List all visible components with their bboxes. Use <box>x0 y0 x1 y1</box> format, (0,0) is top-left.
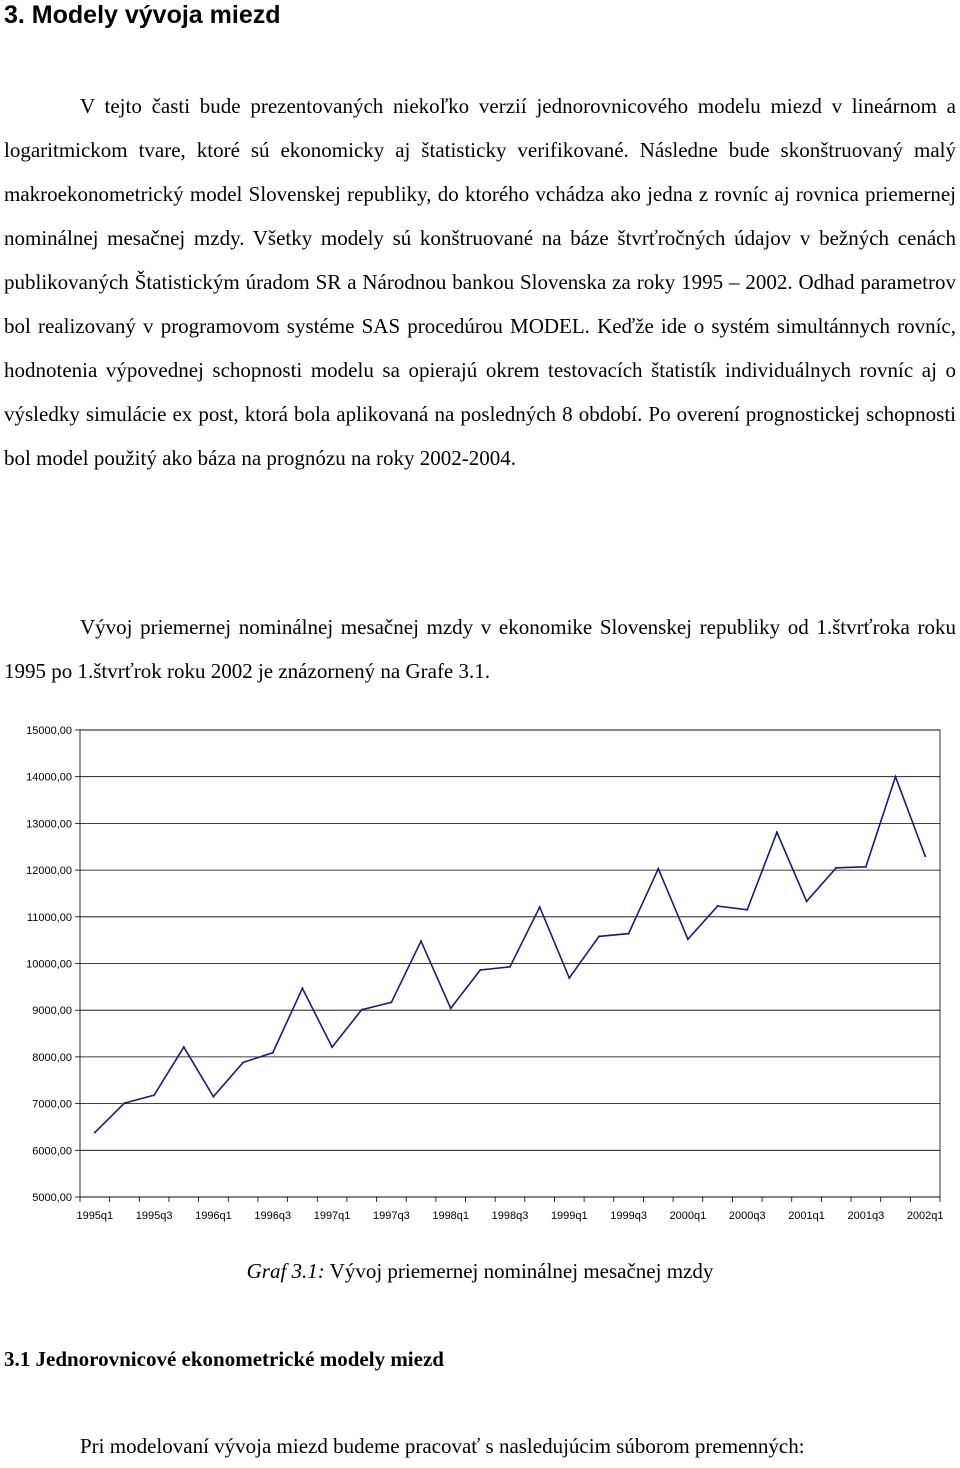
data-point <box>242 1062 244 1064</box>
data-point <box>361 1009 363 1011</box>
data-point <box>153 1094 155 1096</box>
y-tick-label: 14000,00 <box>26 771 72 784</box>
data-point <box>895 776 897 778</box>
y-tick-label: 12000,00 <box>26 865 72 878</box>
closing-paragraph: Pri modelovaní vývoja miezd budeme pracovať s nasledujúcim súborom premenných: <box>80 1434 805 1458</box>
chart-intro-paragraph: Vývoj priemernej nominálnej mesačnej mzdy v ekonomike Slovenskej republiky od 1.štvrťroka roku 1995 po 1.štvrťrok roku 2002 je znázornený na Grafe 3.1. <box>4 615 956 683</box>
x-tick-label: 1998q1 <box>432 1210 470 1222</box>
y-tick-label: 6000,00 <box>32 1145 72 1158</box>
data-point <box>628 933 630 935</box>
x-tick-label: 2000q3 <box>728 1210 766 1222</box>
y-tick-label: 7000,00 <box>32 1098 72 1111</box>
data-point <box>420 940 422 942</box>
data-point <box>806 900 808 902</box>
x-tick-label: 2002q1 <box>906 1210 944 1222</box>
data-point <box>717 905 719 907</box>
chart-gridlines <box>75 730 940 1197</box>
x-tick-label: 1996q1 <box>195 1210 232 1222</box>
x-tick-label: 2001q3 <box>847 1210 885 1222</box>
chart-caption <box>0 1256 960 1286</box>
data-point <box>657 868 659 870</box>
data-point <box>539 906 541 908</box>
y-tick-label: 13000,00 <box>26 818 72 831</box>
x-tick-label: 1995q1 <box>76 1210 114 1222</box>
y-tick-label: 10000,00 <box>26 958 72 971</box>
data-point <box>865 866 867 868</box>
intro-paragraph: V tejto časti bude prezentovaných niekoľko verzií jednorovnicového modelu miezd v lineárnom a logaritmickom tvare, ktoré sú ekonomicky aj štatisticky verifikované. Následne bude skonštruovaný malý makroekonometrický model Slovenskej republiky, do ktorého vchádza ako jedna z rovníc aj rovnica priemernej nominálnej mesačnej mzdy. Všetky modely sú konštruované na báze štvrťročných údajov v bežných cenách publikovaných Štatistickým úradom SR a Národnou bankou Slovenska za roky 1995 – 2002. Odhad parametrov bol realizovaný v programovom systéme SAS procedúrou MODEL. Keďže ide o systém simultánnych rovníc, hodnotenia výpovednej schopnosti modelu sa opierajú okrem testovacích štatistík individuálnych rovníc aj o výsledky simulácie ex post, ktorá bola aplikovaná na posledných 8 období. Po overení prognostickej schopnosti bol model použitý ako báza na prognózu na roky 2002-2004. <box>4 94 956 470</box>
x-tick-label: 1999q3 <box>610 1210 647 1222</box>
data-point <box>123 1102 125 1104</box>
data-point <box>212 1096 214 1098</box>
data-point <box>479 969 481 971</box>
x-tick-label: 1997q3 <box>373 1210 410 1222</box>
y-tick-label: 11000,00 <box>26 911 72 924</box>
data-point <box>509 966 511 968</box>
series-line <box>95 777 925 1133</box>
y-tick-label: 9000,00 <box>32 1005 72 1018</box>
data-point <box>390 1001 392 1003</box>
x-axis-tick-labels <box>76 1210 943 1222</box>
data-point <box>598 935 600 937</box>
x-tick-label: 1999q1 <box>550 1210 588 1222</box>
y-tick-label: 8000,00 <box>32 1051 72 1064</box>
y-tick-label: 15000,00 <box>26 725 72 737</box>
data-point <box>94 1132 96 1134</box>
data-point <box>272 1052 274 1054</box>
subsection-heading: 3.1 Jednorovnicové ekonometrické modely miezd <box>4 1347 444 1371</box>
data-point <box>331 1046 333 1048</box>
x-tick-label: 2001q1 <box>788 1210 825 1222</box>
x-tick-label: 1995q3 <box>135 1210 173 1222</box>
data-point <box>450 1007 452 1009</box>
data-point <box>924 855 926 857</box>
x-tick-label: 1996q3 <box>254 1210 292 1222</box>
wage-line-chart <box>0 715 960 1230</box>
y-tick-label: 5000,00 <box>32 1192 72 1204</box>
data-point <box>835 867 837 869</box>
data-point <box>746 909 748 911</box>
chart-series <box>94 776 926 1134</box>
data-point <box>568 977 570 979</box>
data-point <box>183 1046 185 1048</box>
data-point <box>687 938 689 940</box>
x-tick-label: 1998q3 <box>491 1210 529 1222</box>
x-tick-label: 1997q1 <box>313 1210 351 1222</box>
y-axis-tick-labels <box>26 725 72 1204</box>
data-point <box>776 831 778 833</box>
caption-lead: Graf 3.1: <box>246 1259 325 1283</box>
section-heading: 3. Modely vývoja miezd <box>4 1 281 29</box>
caption-text: Vývoj priemernej nominálnej mesačnej mzdy <box>324 1259 714 1283</box>
x-tick-label: 2000q1 <box>669 1210 707 1222</box>
data-point <box>301 987 303 989</box>
